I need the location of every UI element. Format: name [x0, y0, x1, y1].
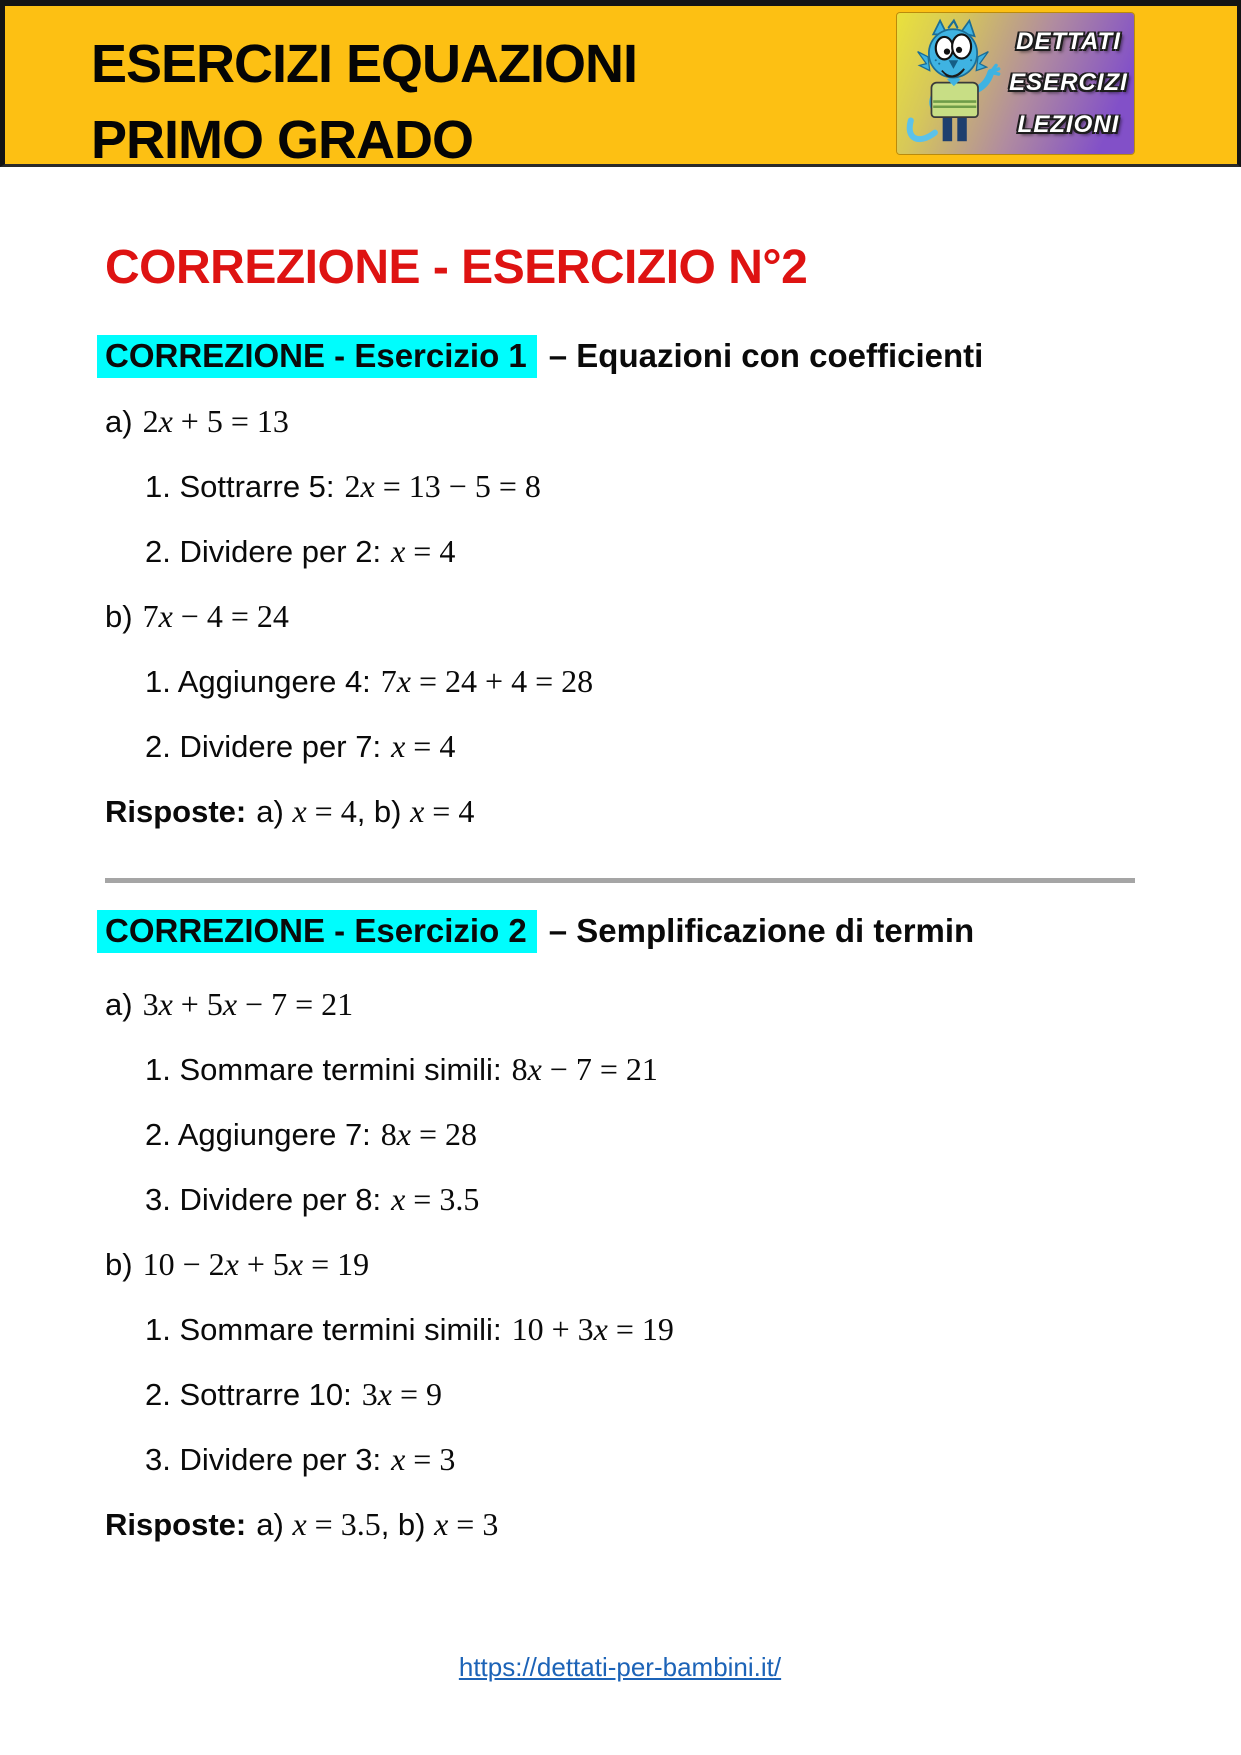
- step-text: 2. Dividere per 2:: [145, 534, 382, 569]
- equation-line: [105, 401, 1135, 442]
- exercise-1-heading-subtitle: – Equazioni con coefficienti: [548, 337, 984, 374]
- page-footer: [105, 1651, 1135, 1683]
- equation-math: 3x + 5x − 7 = 21: [142, 986, 354, 1022]
- exercise-2-heading-highlight: CORREZIONE - Esercizio 2: [97, 910, 537, 953]
- solution-step: [145, 1114, 1135, 1155]
- step-math: x = 4: [391, 728, 456, 764]
- step-math: x = 4: [391, 533, 456, 569]
- solution-step: [145, 531, 1135, 572]
- exercise-1-heading-highlight: CORREZIONE - Esercizio 1: [97, 335, 537, 378]
- top-banner: [0, 0, 1241, 170]
- step-math: 7x = 24 + 4 = 28: [380, 663, 594, 699]
- solution-step: [145, 1049, 1135, 1090]
- solution-step: [145, 661, 1135, 702]
- answers-line: [105, 791, 1135, 832]
- answer-a-math: x = 3.5: [292, 1506, 381, 1542]
- site-link[interactable]: https://dettati-per-bambini.it/: [458, 1652, 782, 1682]
- answer-b-prefix: , b): [380, 1507, 435, 1542]
- exercise-2-heading: [105, 909, 1135, 953]
- step-math: 8x − 7 = 21: [511, 1051, 658, 1087]
- equation-line: [105, 984, 1135, 1025]
- step-math: x = 3.5: [391, 1181, 480, 1217]
- step-math: 2x = 13 − 5 = 8: [344, 468, 541, 504]
- worksheet-title-line1: ESERCIZI EQUAZIONI: [91, 34, 638, 94]
- logo-wordmark: [1009, 13, 1134, 154]
- equation-math: 10 − 2x + 5x = 19: [142, 1246, 370, 1282]
- step-text: 2. Aggiungere 7:: [145, 1117, 371, 1152]
- step-text: 1. Sommare termini simili:: [145, 1312, 502, 1347]
- solution-step: [145, 1439, 1135, 1480]
- problem-label: b): [105, 1247, 133, 1282]
- problem-label: a): [105, 987, 133, 1022]
- document-body: [0, 243, 1241, 1683]
- answer-a-math: x = 4: [292, 793, 357, 829]
- equation-math: 7x − 4 = 24: [142, 598, 289, 634]
- step-math: 3x = 9: [361, 1376, 443, 1412]
- answers-line: [105, 1504, 1135, 1545]
- answer-a-prefix: a): [256, 1507, 293, 1542]
- step-math: 10 + 3x = 19: [511, 1311, 674, 1347]
- exercise-2-heading-subtitle: – Semplificazione di termin: [548, 912, 975, 949]
- logo-word-esercizi: ESERCIZI: [1009, 69, 1128, 97]
- exercise-1-section: [105, 334, 1135, 832]
- equation-line: [105, 1244, 1135, 1285]
- exercise-2-section: [105, 909, 1135, 1545]
- step-math: 8x = 28: [380, 1116, 478, 1152]
- answer-a-prefix: a): [256, 794, 293, 829]
- answers-label: Risposte:: [105, 1507, 247, 1542]
- step-text: 3. Dividere per 8:: [145, 1182, 382, 1217]
- logo-word-lezioni: LEZIONI: [1017, 111, 1120, 139]
- solution-step: [145, 726, 1135, 767]
- cat-mascot-illustration: [897, 13, 1009, 154]
- page-title: CORREZIONE - ESERCIZIO N°2: [105, 241, 808, 294]
- solution-step: [145, 1309, 1135, 1350]
- logo-word-dettati: DETTATI: [1016, 27, 1121, 55]
- problem-label: a): [105, 404, 133, 439]
- step-text: 1. Sottrarre 5:: [145, 469, 335, 504]
- step-text: 2. Dividere per 7:: [145, 729, 382, 764]
- section-divider: [105, 878, 1135, 883]
- step-text: 1. Aggiungere 4:: [145, 664, 371, 699]
- worksheet-title-line2: PRIMO GRADO: [91, 110, 474, 170]
- site-logo: [897, 13, 1134, 154]
- solution-step: [145, 1374, 1135, 1415]
- equation-math: 2x + 5 = 13: [142, 403, 289, 439]
- step-math: x = 3: [391, 1441, 456, 1477]
- answer-b-math: x = 3: [434, 1506, 499, 1542]
- step-text: 1. Sommare termini simili:: [145, 1052, 502, 1087]
- answer-b-math: x = 4: [410, 793, 475, 829]
- equation-line: [105, 596, 1135, 637]
- answer-b-prefix: , b): [356, 794, 411, 829]
- step-text: 2. Sottrarre 10:: [145, 1377, 352, 1412]
- step-text: 3. Dividere per 3:: [145, 1442, 382, 1477]
- solution-step: [145, 466, 1135, 507]
- solution-step: [145, 1179, 1135, 1220]
- exercise-1-heading: [105, 334, 1135, 378]
- answers-label: Risposte:: [105, 794, 247, 829]
- problem-label: b): [105, 599, 133, 634]
